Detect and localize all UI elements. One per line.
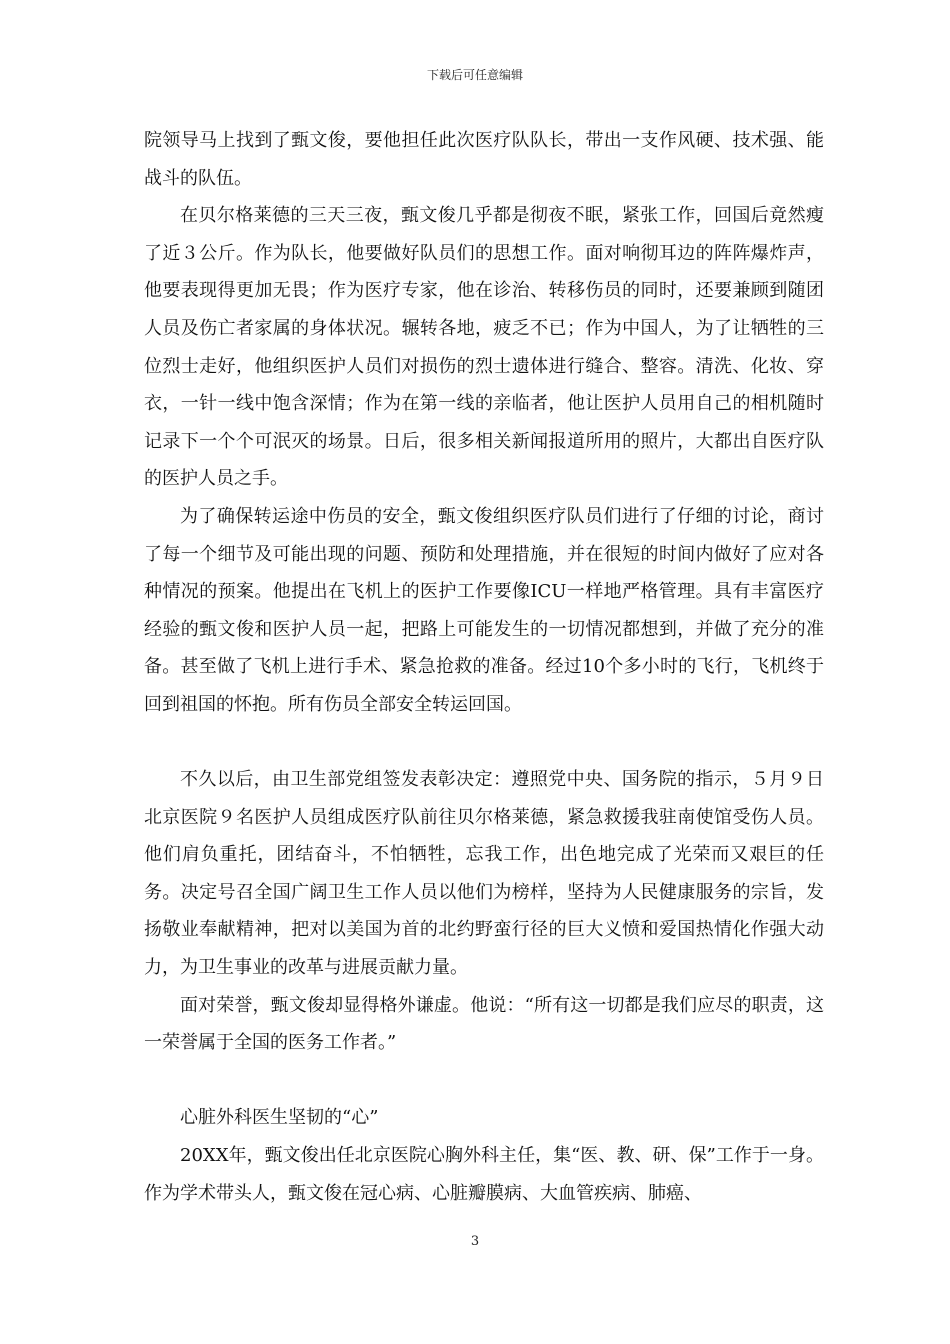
page-number: 3 [470,1234,480,1249]
paragraph-1: 院领导马上找到了甄文俊，要他担任此次医疗队队长，带出一支作风硬、技术强、能战斗的队伍。 [144,130,824,189]
page-header: 下载后可任意编辑 [426,68,523,82]
paragraph-spacer [144,1062,824,1100]
paragraph-4: 不久以后，由卫生部党组签发表彰决定：遵照党中央、国务院的指示，５月９日北京医院９名医护人员组成医疗队前往贝尔格莱德，紧急救援我驻南使馆受伤人员。他们肩负重托，团结奋斗，不怕牺牲，忘我工作，出色地完成了光荣而又艰巨的任务。决定号召全国广阔卫生工作人员以他们为榜样，坚持为人民健康服务的宗旨，发扬敬业奉献精神，把对以美国为首的北约野蛮行径的巨大义愤和爱国热情化作强大动力，为卫生事业的改革与进展贡献力量。 [144,769,824,979]
paragraph-spacer [144,724,824,762]
paragraph-6: 20XX年，甄文俊出任北京医院心胸外科主任，集“医、教、研、保”工作于一身。作为学术带头人，甄文俊在冠心病、心脏瓣膜病、大血管疾病、肺癌、 [144,1145,824,1204]
section-heading: 心脏外科医生坚韧的“心” [180,1107,379,1129]
paragraph-3: 为了确保转运途中伤员的安全，甄文俊组织医疗队员们进行了仔细的讨论，商讨了每一个细节及可能出现的问题、预防和处理措施，并在很短的时间内做好了应对各种情况的预案。他提出在飞机上的医护工作要像ICU一样地严格管理。具有丰富医疗经验的甄文俊和医护人员一起，把路上可能发生的一切情况都想到，并做了充分的准备。甚至做了飞机上进行手术、紧急抢救的准备。经过10个多小时的飞行，飞机终于回到祖国的怀抱。所有伤员全部安全转运回国。 [144,505,824,715]
paragraph-2: 在贝尔格莱德的三天三夜，甄文俊几乎都是彻夜不眠，紧张工作，回国后竟然瘦了近３公斤。作为队长，他要做好队员们的思想工作。面对响彻耳边的阵阵爆炸声，他要表现得更加无畏；作为医疗专家，他在诊治、转移伤员的同时，还要兼顾到随团人员及伤亡者家属的身体状况。辗转各地，疲乏不已；作为中国人，为了让牺牲的三位烈士走好，他组织医护人员们对损伤的烈士遗体进行缝合、整容。清洗、化妆、穿衣，一针一线中饱含深情；作为在第一线的亲临者，他让医护人员用自己的相机随时记录下一个个可泯灭的场景。日后，很多相关新闻报道所用的照片，大都出自医疗队的医护人员之手。 [144,205,824,490]
paragraph-5: 面对荣誉，甄文俊却显得格外谦虚。他说：“所有这一切都是我们应尽的职责，这一荣誉属于全国的医务工作者。” [144,994,824,1054]
document-body [144,122,824,1212]
